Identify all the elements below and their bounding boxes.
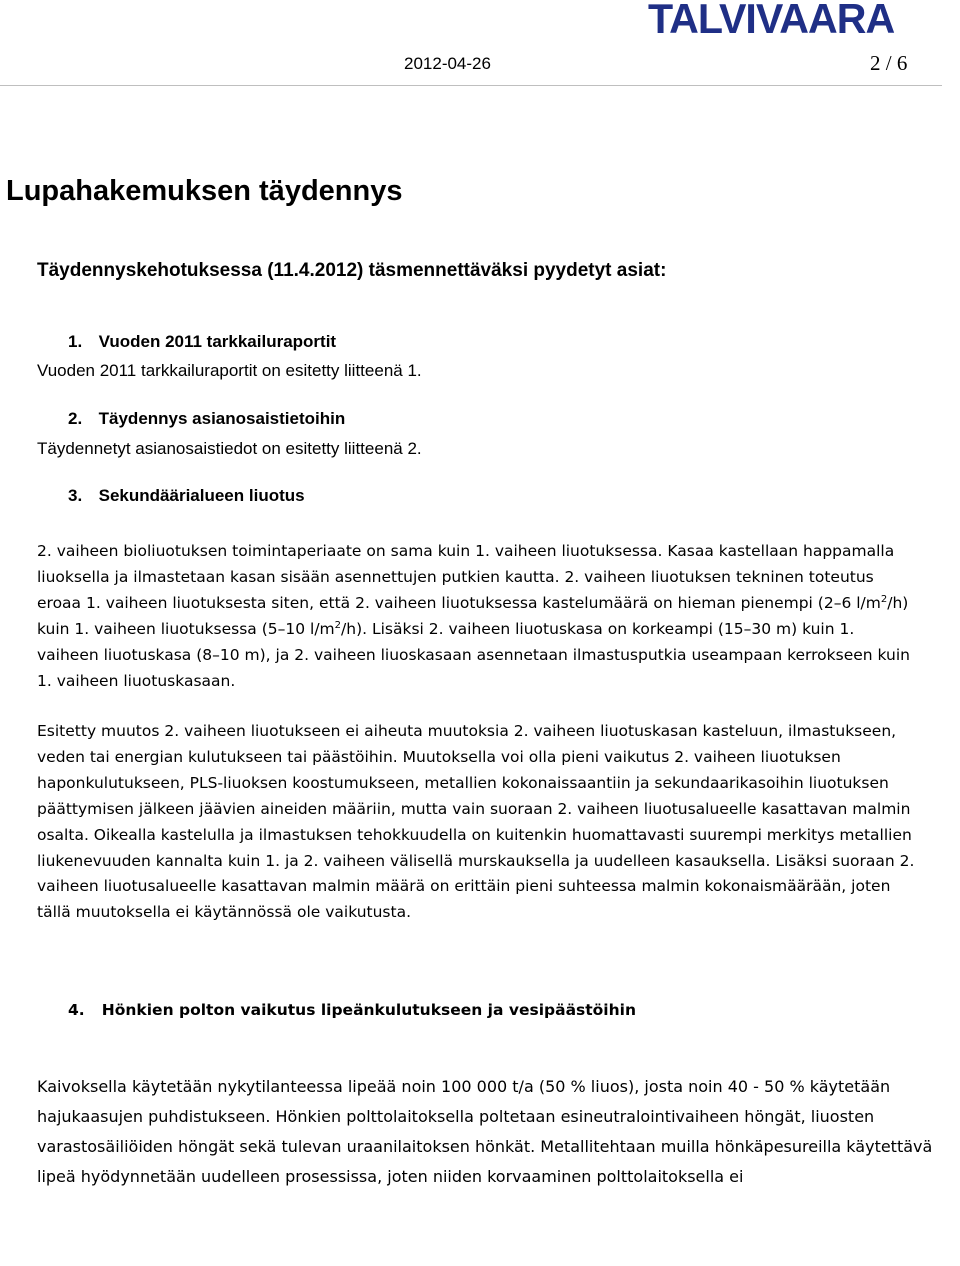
- section-3-paragraph-1: 2. vaiheen bioliuotuksen toimintaperiaate on sama kuin 1. vaiheen liuotuksessa. Kasaa kastellaan happamalla liuoksella ja ilmastetaan kasan sisään asennettujen putkien kautta. 2. vaiheen liuotuksen tekninen toteutus eroaa 1. vaiheen liuotuksesta siten, että 2. vaiheen liuotuksessa kastelumäärä on hieman pienempi (2–6 $l/m^2/h$) kuin 1. vaiheen liuotuksessa (5–10 $l/m^2/h$). Lisäksi 2. vaiheen liuotuskasa on korkeampi (15–30 m) kuin 1. vaiheen liuotuskasa (8–10 m), ja 2. vaiheen liuoskasaan asennetaan ilmastusputkia useampaan kerrokseen kuin 1. vaiheen liuotuskasaan.: [37, 542, 910, 690]
- section-2-text: Täydennetyt asianosaistiedot on esitetty liitteenä 2.: [37, 439, 422, 458]
- section-title: Vuoden 2011 tarkkailuraportit: [98, 332, 337, 351]
- page-subtitle: Täydennyskehotuksessa (11.4.2012) täsmennettäväksi pyydetyt asiat:: [37, 260, 667, 281]
- section-2-heading: [68, 409, 345, 429]
- section-number: 1.: [68, 332, 83, 351]
- page-title: Lupahakemuksen täydennys: [6, 175, 403, 207]
- company-logo: TALVIVAARA: [648, 0, 895, 42]
- section-number: 4.: [68, 1001, 85, 1019]
- section-number: 3.: [68, 486, 83, 505]
- section-title: Sekundäärialueen liuotus: [98, 486, 305, 505]
- page-number: 2 / 6: [870, 51, 908, 75]
- section-1-text: Vuoden 2011 tarkkailuraportit on esitetty liitteenä 1.: [37, 361, 422, 380]
- section-1-heading: [68, 332, 336, 352]
- section-title: Hönkien polton vaikutus lipeänkulutukseen ja vesipäästöihin: [101, 1001, 637, 1019]
- section-3-paragraph-2: Esitetty muutos 2. vaiheen liuotukseen ei aiheuta muutoksia 2. vaiheen liuotuskasan kasteluun, ilmastukseen, veden tai energian kulutukseen tai päästöihin. Muutoksella voi olla pieni vaikutus 2. vaiheen liuotuksen haponkulutukseen, PLS-liuoksen koostumukseen, metallien kokonaissaantiin ja sekundaarikasoihin liuotuksen päättymisen jälkeen jäävien aineiden määriin, mutta vain suoraan 2. vaiheen liuotusalueelle kasattavan malmin osalta. Oikealla kastelulla ja ilmastuksen tehokkuudella on kuitenkin huomattavasti suurempi merkitys metallien liukenevuuden kannalta kuin 1. ja 2. vaiheen välisellä murskauksella ja uudelleen kasauksella. Lisäksi suoraan 2. vaiheen liuotusalueelle kasattavan malmin määrä on erittäin pieni suhteessa malmin kokonaismäärään, joten tällä muutoksella ei käytännössä ole vaikutusta.: [37, 722, 915, 922]
- document-date: 2012-04-26: [404, 54, 491, 73]
- section-4-heading: [68, 1000, 636, 1019]
- section-3-heading: [68, 486, 305, 506]
- section-title: Täydennys asianosaistietoihin: [98, 409, 346, 428]
- header-divider: [0, 85, 942, 86]
- section-4-paragraph-1: Kaivoksella käytetään nykytilanteessa lipeää noin 100 000 t/a (50 % liuos), josta noin 40 - 50 % käytetään hajukaasujen puhdistukseen. Hönkien polttolaitoksella poltetaan esineutralointivaiheen höngät, liuosten varastosäiliöiden höngät sekä tulevan uraanilaitoksen hönkät. Metallitehtaan muilla hönkäpesureilla käytettävä lipeä hyödynnetään uudelleen prosessissa, joten niiden korvaaminen polttolaitoksella ei: [37, 1077, 933, 1186]
- section-number: 2.: [68, 409, 83, 428]
